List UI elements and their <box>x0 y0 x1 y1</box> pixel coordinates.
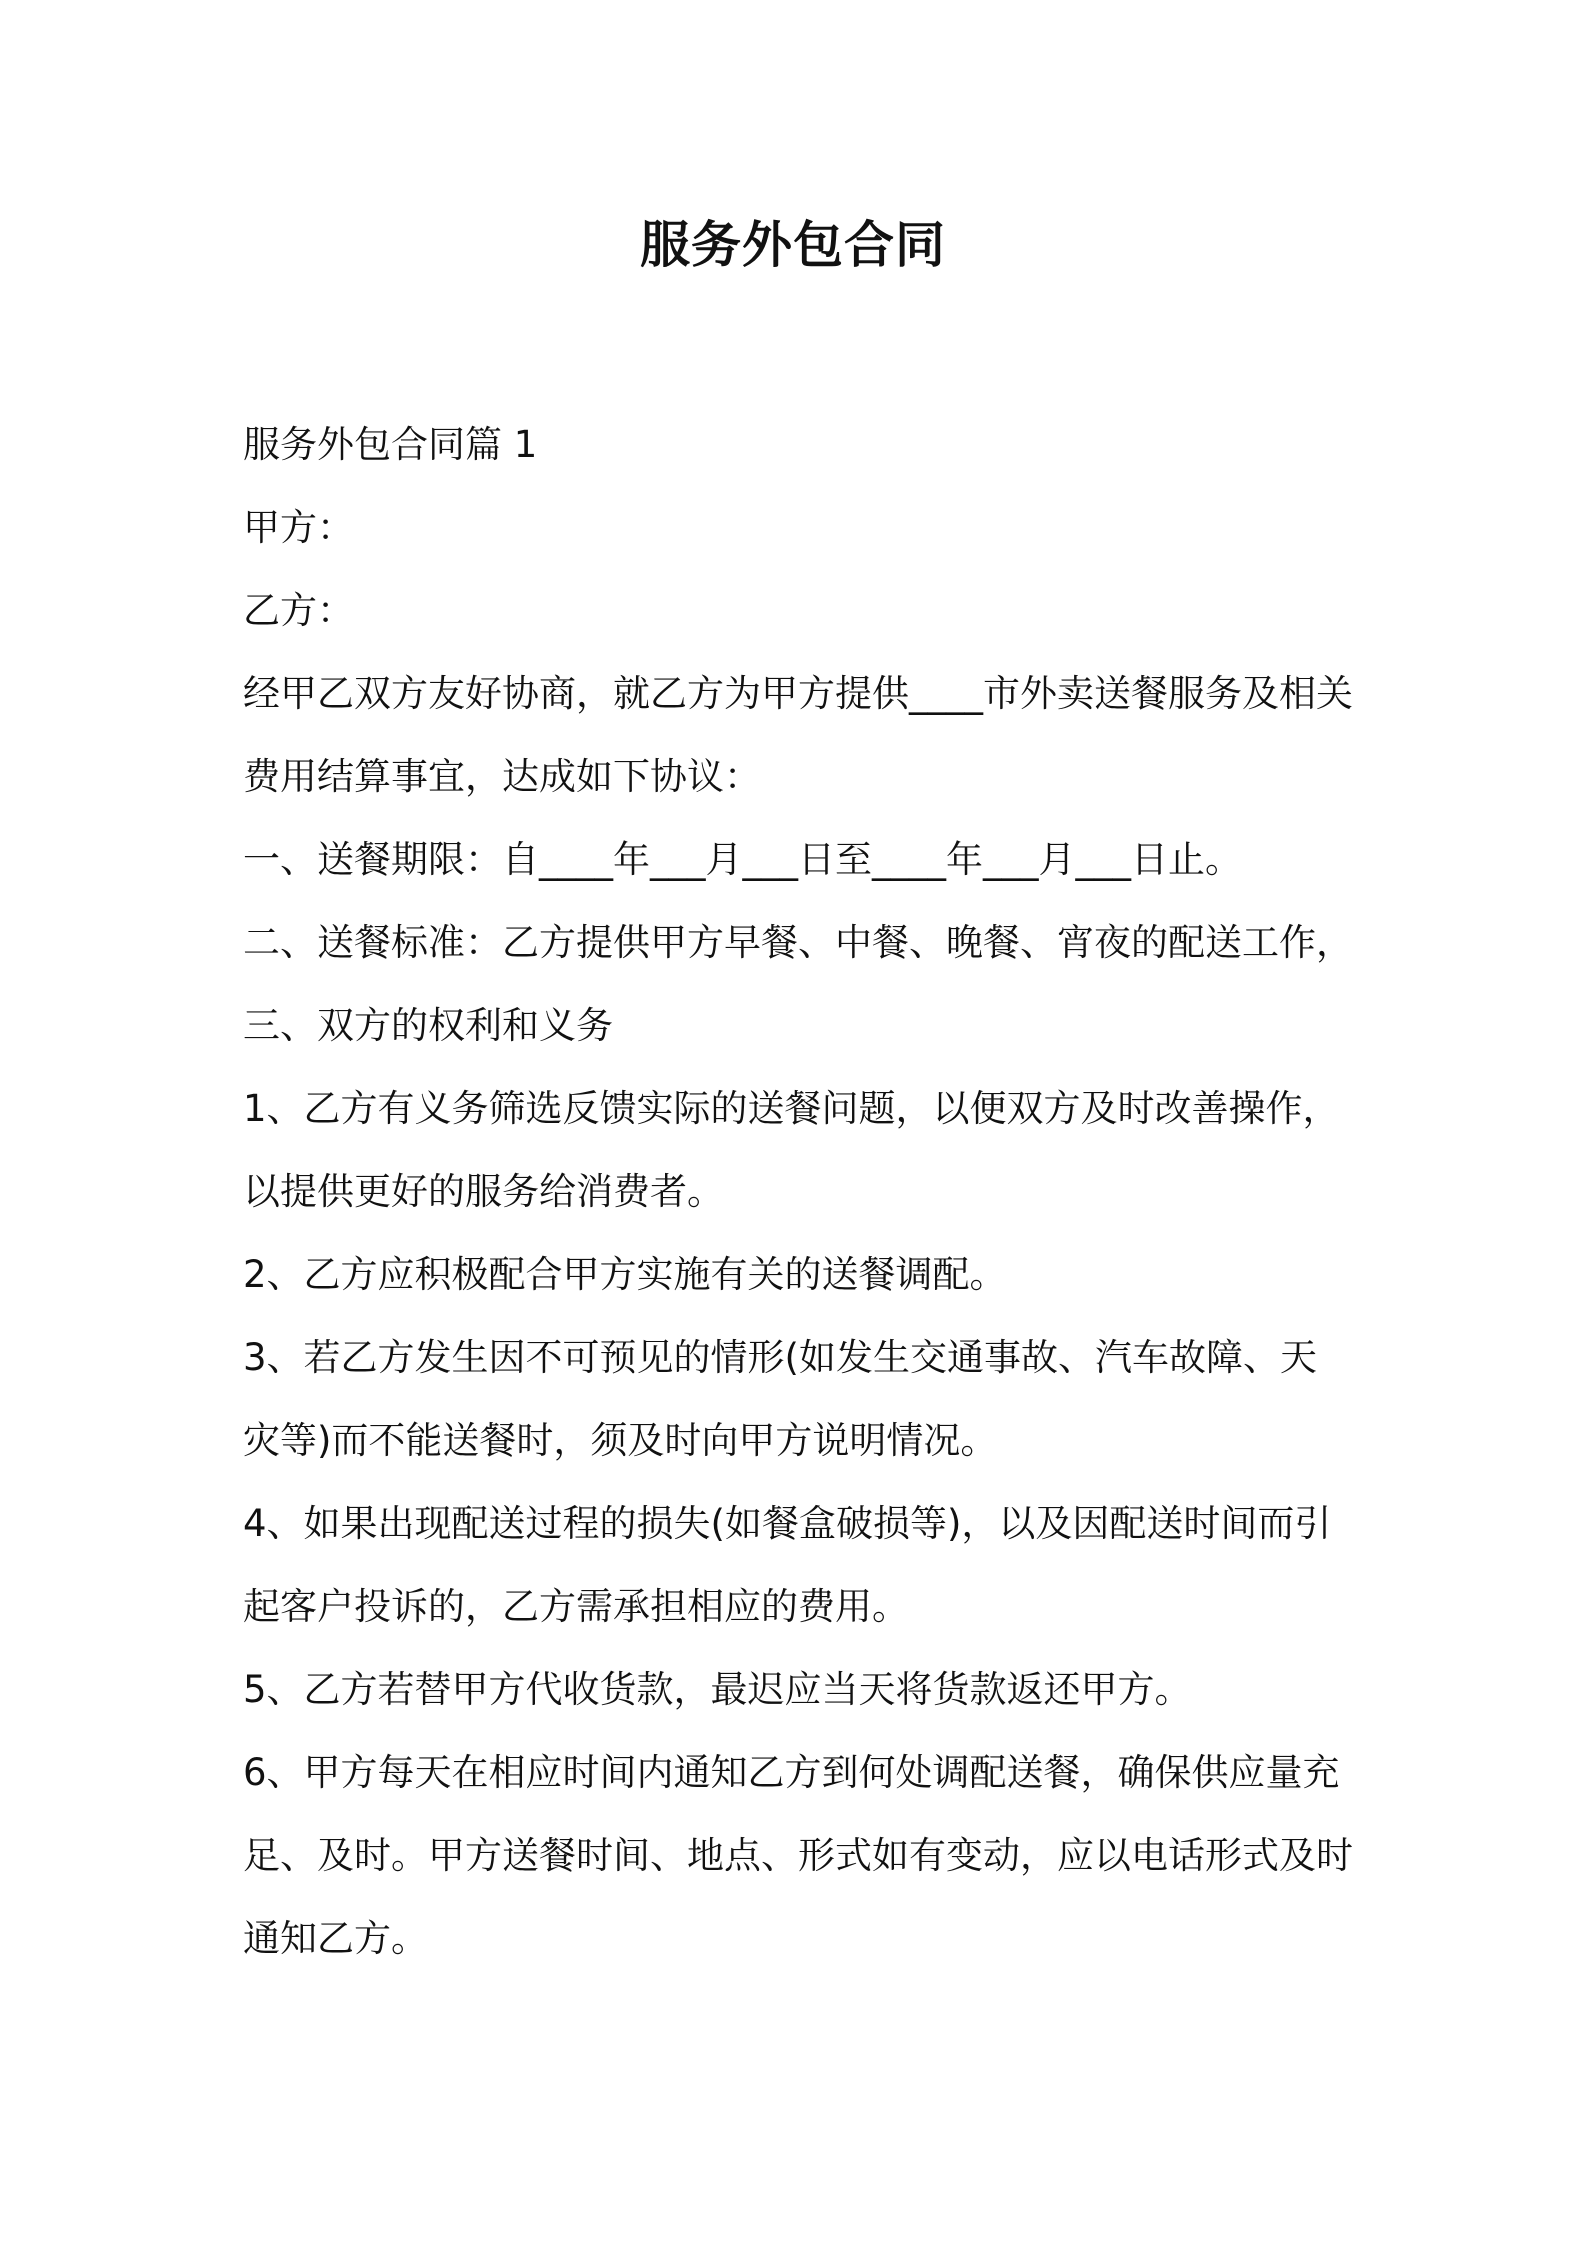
section-heading: 服务外包合同篇 1 <box>243 423 538 466</box>
obligation-item-4: 4、如果出现配送过程的损失(如餐盒破损等)，以及因配送时间而引起客户投诉的，乙方需承担相应的费用。 <box>243 1502 1332 1628</box>
obligation-item-2: 2、乙方应积极配合甲方实施有关的送餐调配。 <box>243 1253 1007 1296</box>
document-title: 服务外包合同 <box>640 216 946 274</box>
obligation-item-1: 1、乙方有义务筛选反馈实际的送餐问题，以便双方及时改善操作，以提供更好的服务给消费者。 <box>243 1087 1340 1213</box>
party-b-line: 乙方： <box>243 589 354 632</box>
obligation-item-6: 6、甲方每天在相应时间内通知乙方到何处调配送餐，确保供应量充足、及时。甲方送餐时间、地点、形式如有变动，应以电话形式及时通知乙方。 <box>243 1751 1353 1960</box>
obligation-item-3: 3、若乙方发生因不可预见的情形(如发生交通事故、汽车故障、天灾等)而不能送餐时，须及时向甲方说明情况。 <box>243 1336 1317 1462</box>
clause-delivery-period: 一、送餐期限：自____年___月___日至____年___月___日止。 <box>243 838 1242 881</box>
preamble-paragraph: 经甲乙双方友好协商，就乙方为甲方提供____市外卖送餐服务及相关费用结算事宜，达成如下协议： <box>243 672 1353 798</box>
party-a-line: 甲方： <box>243 506 354 549</box>
document-body <box>243 403 1353 1980</box>
clause-delivery-standard: 二、送餐标准：乙方提供甲方早餐、中餐、晚餐、宵夜的配送工作， <box>243 921 1353 964</box>
clause-rights-obligations: 三、双方的权利和义务 <box>243 1004 613 1047</box>
obligation-item-5: 5、乙方若替甲方代收货款，最迟应当天将货款返还甲方。 <box>243 1668 1192 1711</box>
